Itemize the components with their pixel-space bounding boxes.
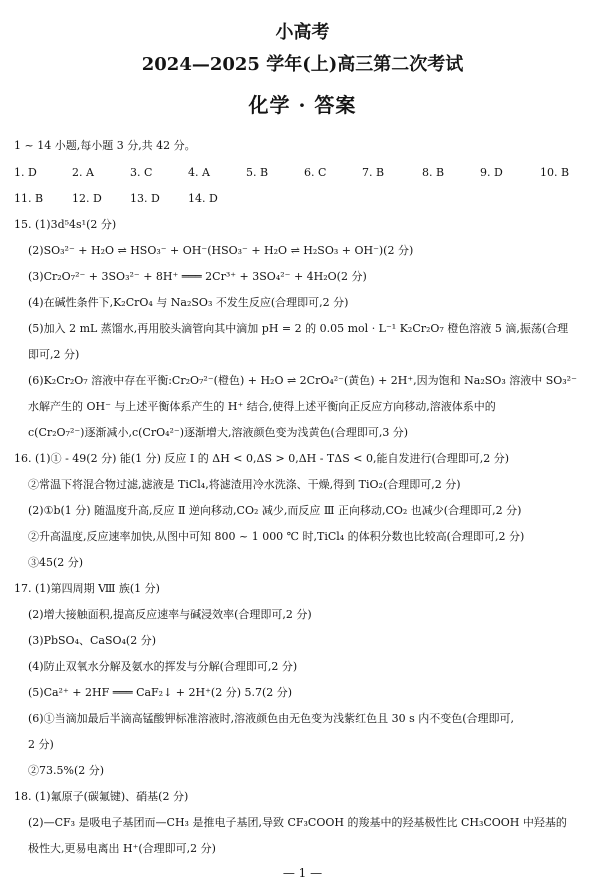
answer-item: 9. D [480,166,503,179]
q16-line: ③45(2 分) [28,556,84,569]
q18-line: 极性大,更易电离出 H⁺(合理即可,2 分) [28,842,216,855]
q16-line: ②常温下将混合物过滤,滤液是 TiCl₄,将滤渣用冷水洗涤、干燥,得到 TiO₂(合理即可,2 分) [28,478,461,491]
page-number: — 1 — [282,866,323,880]
q17-line: 17. (1)第四周期 Ⅷ 族(1 分) [14,582,160,595]
subject-answer-title: 化学 · 答案 [248,93,357,117]
q15-line: 15. (1)3d⁵4s¹(2 分) [14,218,117,231]
answer-item: 13. D [130,192,160,205]
q18-line: 18. (1)氟原子(碳氟键)、硝基(2 分) [14,790,189,803]
multiple-choice-intro: 1 ~ 14 小题,每小题 3 分,共 42 分。 [14,139,196,152]
answer-item: 3. C [130,166,153,179]
q17-line: (4)防止双氧水分解及氨水的挥发与分解(合理即可,2 分) [28,660,298,673]
q16-line: ②升高温度,反应速率加快,从图中可知 800 ~ 1 000 ℃ 时,TiCl₄ 的体积分数也比较高(合理即可,2 分) [28,530,525,543]
answer-item: 10. B [540,166,570,179]
exam-title: 2024—2025 学年(上)高三第二次考试 [141,54,464,75]
answer-item: 12. D [72,192,102,205]
q17-line: (3)PbSO₄、CaSO₄(2 分) [28,634,157,647]
q17-line: ②73.5%(2 分) [28,764,105,777]
q15-line: (3)Cr₂O₇²⁻ + 3SO₃²⁻ + 8H⁺ ═══ 2Cr³⁺ + 3SO₄²⁻ + 4H₂O(2 分) [28,270,367,283]
q15-line: (5)加入 2 mL 蒸馏水,再用胶头滴管向其中滴加 pH = 2 的 0.05 mol · L⁻¹ K₂Cr₂O₇ 橙色溶液 5 滴,振荡(合理 [28,322,569,335]
q16-line: (2)①b(1 分) 随温度升高,反应 Ⅱ 逆向移动,CO₂ 减少,而反应 Ⅲ 正向移动,CO₂ 也减少(合理即可,2 分) [28,504,522,517]
q17-line: (6)①当滴加最后半滴高锰酸钾标准溶液时,溶液颜色由无色变为浅紫红色且 30 s 内不变色(合理即可, [28,712,514,725]
answer-item: 6. C [304,166,327,179]
q16-line: 16. (1)① - 49(2 分) 能(1 分) 反应 Ⅰ 的 ΔH < 0,ΔS > 0,ΔH - TΔS < 0,能自发进行(合理即可,2 分) [14,452,510,465]
answer-item: 4. A [188,166,210,179]
q17-line: (2)增大接触面积,提高反应速率与碱浸效率(合理即可,2 分) [28,608,312,621]
answer-item: 2. A [72,166,94,179]
q17-line: (5)Ca²⁺ + 2HF ═══ CaF₂↓ + 2H⁺(2 分) 5.7(2 分) [28,686,293,699]
answer-item: 8. B [422,166,445,179]
exam-series-title: 小高考 [275,22,330,43]
q17-line: 2 分) [28,738,54,751]
q15-line: 水解产生的 OH⁻ 与上述平衡体系产生的 H⁺ 结合,使得上述平衡向正反应方向移动,溶液体系中的 [28,400,496,413]
answer-item: 14. D [188,192,218,205]
q15-line: (4)在碱性条件下,K₂CrO₄ 与 Na₂SO₃ 不发生反应(合理即可,2 分) [28,296,349,309]
q15-line: (2)SO₃²⁻ + H₂O ⇌ HSO₃⁻ + OH⁻(HSO₃⁻ + H₂O ⇌ H₂SO₃ + OH⁻)(2 分) [28,244,414,257]
answer-item: 1. D [14,166,37,179]
answer-item: 5. B [246,166,269,179]
q18-line: (2)—CF₃ 是吸电子基团而—CH₃ 是推电子基团,导致 CF₃COOH 的羧基中的羟基极性比 CH₃COOH 中羟基的 [28,816,567,829]
q15-line: c(Cr₂O₇²⁻)逐渐减小,c(CrO₄²⁻)逐渐增大,溶液颜色变为浅黄色(合理即可,3 分) [28,426,409,439]
answer-item: 11. B [14,192,44,205]
answer-item: 7. B [362,166,385,179]
q15-line: 即可,2 分) [28,348,80,361]
q15-line: (6)K₂Cr₂O₇ 溶液中存在平衡:Cr₂O₇²⁻(橙色) + H₂O ⇌ 2CrO₄²⁻(黄色) + 2H⁺,因为饱和 Na₂SO₃ 溶液中 SO₃²⁻ [28,374,577,387]
